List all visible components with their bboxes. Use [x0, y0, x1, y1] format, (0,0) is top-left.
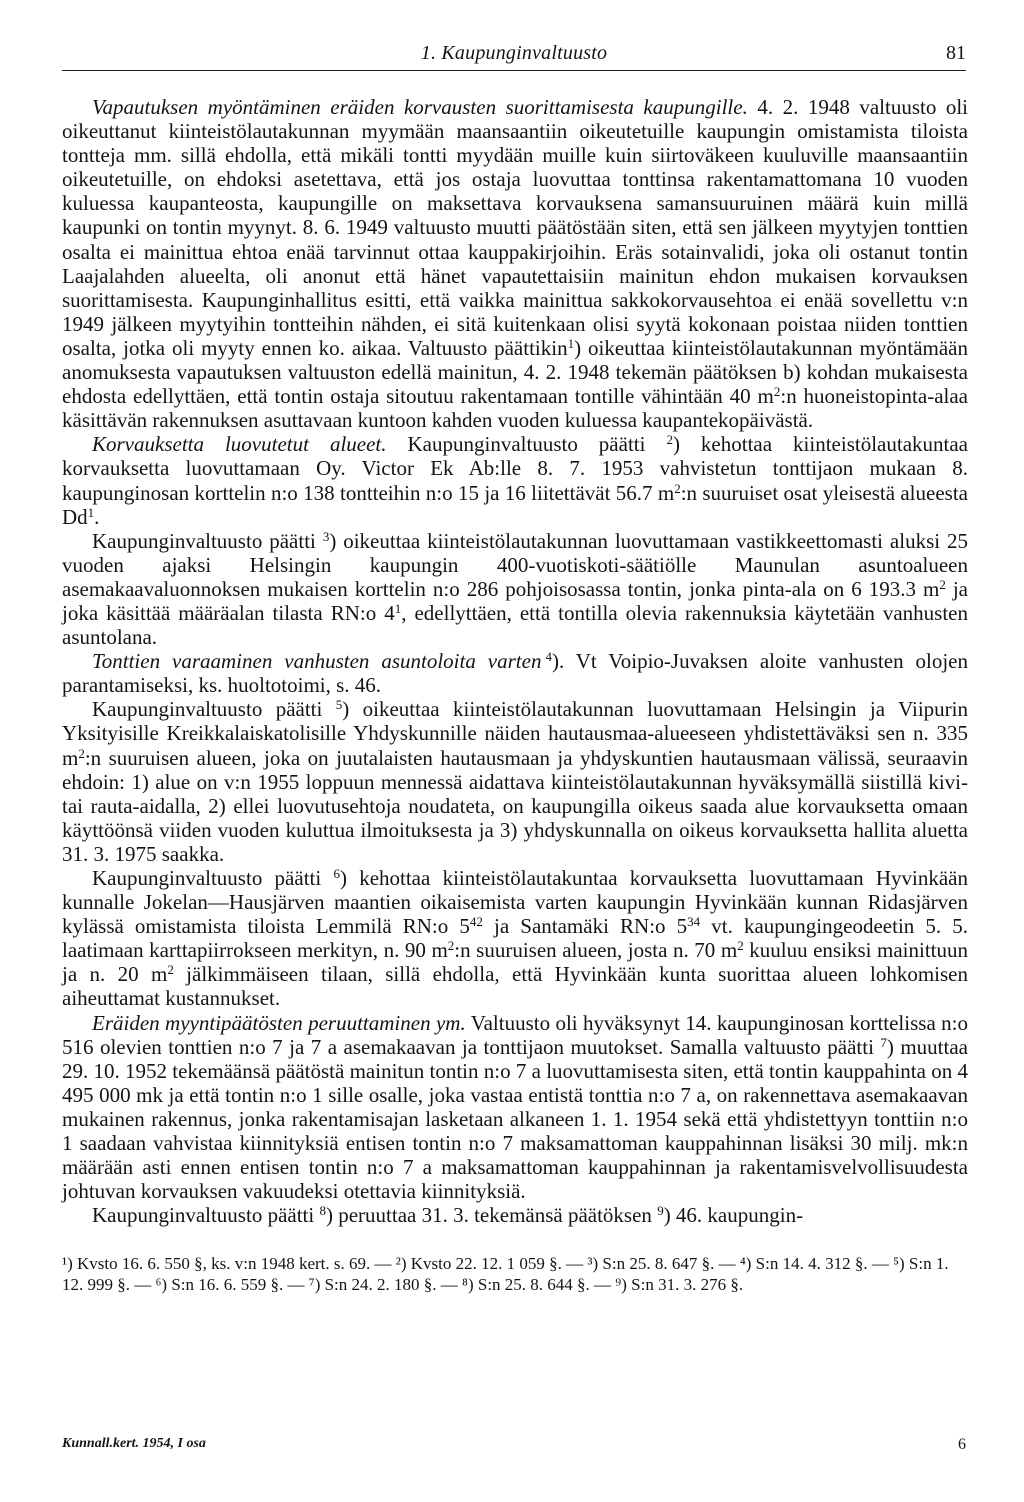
- paragraph-text: Valtuusto oli hyväksynyt 14. kaupunginosan korttelissa n:o 516 olevien tonttien n:o 7 ja 7 a asemakaavan ja tonttijaon muutokset. Samalla valtuusto päätti: [62, 1010, 968, 1059]
- paragraph-korvauksetta: [62, 432, 968, 528]
- page-footer: [62, 1436, 966, 1458]
- section-heading-korvauksetta: Korvauksetta luovutetut alueet.: [92, 432, 387, 457]
- superscript: 2: [939, 576, 946, 592]
- paragraph-text: Kaupunginvaltuusto päätti: [92, 528, 323, 553]
- paragraph-text: kuuluu ensiksi mainittuun ja n. 20 m: [62, 938, 968, 987]
- paragraph-vanhusten-asuntolat: [62, 649, 968, 697]
- footnote-ref: 2: [666, 432, 673, 448]
- page-header: [62, 38, 966, 71]
- page-number: 81: [946, 42, 966, 64]
- paragraph-text: :n huoneistopinta-alaa käsittävän rakennuksen asuttavaan kuntoon kahden vuoden kuluessa kaupantekopäivästä.: [62, 384, 968, 433]
- paragraph-text: , edellyttäen, että tontilla olevia rakennuksia käytetään vanhusten asuntolana.: [62, 600, 968, 650]
- paragraph-text: ) kehottaa kiinteistölautakuntaa korvauksetta luovuttamaan Oy. Victor Ek Ab:lle 8. 7. 1953 vahvistetun tonttijaon mukaan 8. kaupunginosan korttelin n:o 138 tontteihin n:o 15 ja 16 liitettävät 56.7 m: [62, 432, 969, 505]
- paragraph-peruutus: [62, 1203, 968, 1227]
- superscript: 2: [737, 938, 744, 954]
- footer-publication: Kunnall.kert. 1954, I osa: [62, 1436, 206, 1451]
- paragraph-text: ) oikeuttaa kiinteistölautakunnan myöntämään anomuksesta vapautuksen valtuuston edellä mainitun, 4. 2. 1948 tekemän päätöksen b) kohdan mukaisesta ehdosta edellyttäen, että tontin ostaja sitoutuu rakentamaan tontille vähintään 40 m: [62, 335, 968, 409]
- superscript: 2: [773, 384, 781, 400]
- footnote-ref: 5: [335, 697, 343, 713]
- paragraph-hyvinkaa: [62, 866, 968, 1011]
- superscript: 2: [674, 480, 681, 496]
- paragraph-hautausmaa: [62, 697, 968, 866]
- superscript: 1: [87, 504, 95, 520]
- paragraph-text: Kaupunginvaltuusto päätti: [92, 866, 334, 890]
- footer-signature-mark: 6: [958, 1436, 966, 1453]
- footnote-ref: 7: [880, 1034, 887, 1050]
- paragraph-maunula: [62, 529, 968, 649]
- paragraph-text: ) peruuttaa 31. 3. tekemänsä päätöksen: [325, 1203, 658, 1228]
- paragraph-text: ) muuttaa 29. 10. 1952 tekemäänsä päätöstä mainitun tontin n:o 7 a luovuttamisesta siten, että tontin kauppahinta on 4 495 000 mk ja että tontin n:o 1 sille osalle, joka vastaa entistä tonttia n:o 7 a, on rakennettava asemakaavan mukainen rakennus, jonka rakentamisajan lasketaan alkaneen 1. 1. 1954 sekä että yhdistettyyn tonttiin n:o 1 saadaan vahvistaa kiinnityksiä entisen tontin n:o 7 maksamattoman kauppahinnan lisäksi 30 milj. mk:n määrään asti ennen entisen tontin n:o 7 a maksamattoman kauppahinnan ja rakentamisvelvollisuudesta johtuvan korvauksen vakuudeksi otettavia kiinnityksiä.: [62, 1034, 968, 1204]
- superscript: 2: [167, 962, 174, 978]
- paragraph-text: jälkimmäiseen tilaan, sillä ehdolla, että Hyvinkään kunta suorittaa alueen lohkomisen aiheuttamat kustannukset.: [62, 962, 968, 1011]
- paragraph-text: ja Santamäki RN:o 5: [482, 914, 688, 939]
- section-heading-myyntipaatokset: Eräiden myyntipäätösten peruuttaminen ym.: [92, 1010, 466, 1035]
- paragraph-text: Kaupunginvaltuusto päätti: [92, 697, 336, 722]
- paragraph-vapautus: [62, 95, 968, 432]
- paragraph-text: ja joka käsittää määräalan tilasta RN:o 4: [62, 576, 968, 625]
- paragraph-myyntipaatokset: [62, 1011, 968, 1204]
- paragraph-text: ) oikeuttaa kiinteistölautakunnan luovuttamaan vastikkeettomasti aluksi 25 vuoden ajaksi Helsingin kaupungin 400-vuotiskoti-säätiölle Maunulan asuntoalueen asemakaavaluonnoksen mukaisen korttelin n:o 286 pohjoisosassa tontin, jonka pinta-ala on 6 193.3 m: [62, 528, 969, 601]
- section-heading-vanhusten: Tonttien varaaminen vanhusten asuntoloita varten: [92, 649, 542, 674]
- paragraph-text: vt. kaupungingeodeetin 5. 5. laatimaan karttapiirrokseen merkityn, n. 90 m: [62, 914, 969, 963]
- footnote-ref: 4: [545, 649, 552, 665]
- paragraph-text: Kaupunginvaltuusto päätti: [92, 1203, 320, 1228]
- footnote-text: ¹) Kvsto 16. 6. 550 §, ks. v:n 1948 kert. s. 69. — ²) Kvsto 22. 12. 1 059 §. — ³) S:n 25. 8. 647 §. — ⁴) S:n 14. 4. 312 §. — ⁵) S:n 1. 12. 999 §. — ⁶) S:n 16. 6. 559 §. — ⁷) S:n 24. 2. 180 §. — ⁸) S:n 25. 8. 644 §. — ⁹) S:n 31. 3. 276 §.: [62, 1254, 949, 1294]
- paragraph-text: ) 46. kaupungin-: [663, 1203, 804, 1228]
- footnote-ref: 3: [322, 528, 330, 544]
- section-heading-vapautus: Vapautuksen myöntäminen eräiden korvausten suorittamisesta kaupungille.: [92, 95, 748, 119]
- paragraph-text: ) kehottaa kiinteistölautakuntaa korvauksetta luovuttamaan Hyvinkään kunnalle Jokelan—Hausjärven maantien oikaisemista varten kaupungin Hyvinkään kunnan Ridasjärven kylässä omistamista tiloista Lemmilä RN:o 5: [62, 866, 968, 939]
- paragraph-text: 4. 2. 1948 valtuusto oli oikeuttanut kiinteistölautakunnan myymään maansaantiin oikeutetuille kaupungin omistamista tiloista tontteja mm. sillä ehdolla, että mikäli tontti myydään muille kuin siirtoväkeen kuuluville maansaantiin oikeutetuille, on ehdoksi asetettava, että jos ostaja luovuttaa tonttinsa rakentamattomana 10 vuoden kuluessa kaupanteosta, kaupungille on maksettava korvauksena samansuuruinen määrä kuin millä kaupunki on tontin myynyt. 8. 6. 1949 valtuusto muutti päätöstään siten, että sen jälkeen myytyjen tonttien osalta ei mainittua ehtoa enää tarvinnut ottaa kauppakirjoihin. Eräs sotainvalidi, joka oli ostanut tontin Laajalahden alueelta, oli anonut että hänet vapautettaisiin mainitun ehdon mukaisen korvauksen suorittamisesta. Kaupunginhallitus esitti, että vaikka mainittua sakkokorvausehtoa ei enää sovellettu v:n 1949 jälkeen myytyihin tontteihin nähden, ei sitä kuitenkaan olisi syytä kokonaan poistaa niiden tonttien osalta, jotka oli myyty ennen ko. aikaa. Valtuusto päättikin: [62, 95, 968, 360]
- superscript: 2: [447, 938, 455, 954]
- superscript: 1: [394, 600, 402, 616]
- paragraph-text: :n suuruisen alueen, joka on juutalaisten hautausmaan ja yhdyskuntien hautausmaan välissä, seuraavin ehdoin: 1) alue on v:n 1955 loppuun mennessä aidattava kiinteistölautakunnan hyväksymällä siistillä kivi- tai rauta-aidalla, 2) ellei luovutusehtoja noudateta, on kaupungilla oikeus saada alue korvauksetta omaan käyttöönsä viiden vuoden kuluttua ilmoituksesta ja 3) yhdyskunnalla on oikeus korvauksetta hallita aluetta 31. 3. 1975 saakka.: [62, 745, 968, 866]
- footnote-ref: 9: [657, 1203, 664, 1219]
- paragraph-text: Kaupunginvaltuusto päätti: [386, 432, 667, 457]
- footnotes: [62, 1253, 968, 1295]
- footnote-ref: 6: [333, 866, 340, 881]
- paragraph-text: .: [94, 504, 100, 529]
- paragraph-text: :n suuruisen alueen, josta n. 70 m: [454, 938, 738, 963]
- paragraph-text: ) oikeuttaa kiinteistölautakunnan luovuttamaan Helsingin ja Viipurin Yksityisille Kreikkalaiskatolisille Yhdyskunnille näiden hautausmaa-alueeseen yhdistettäväksi sen n. 335 m: [62, 697, 968, 770]
- superscript: 34: [687, 914, 701, 930]
- footnote-ref: 1: [567, 335, 575, 351]
- paragraph-text: ). Vt Voipio-Juvaksen aloite vanhusten olojen parantamiseksi, ks. huoltotoimi, s. 46.: [62, 649, 969, 698]
- superscript: 42: [469, 914, 483, 930]
- running-head: 1. Kaupunginvaltuusto: [420, 42, 608, 64]
- body-text: [62, 95, 968, 1227]
- paragraph-text: :n suuruiset osat yleisestä alueesta Dd: [62, 480, 968, 529]
- superscript: 2: [78, 745, 85, 761]
- footnote-ref: 8: [319, 1203, 326, 1219]
